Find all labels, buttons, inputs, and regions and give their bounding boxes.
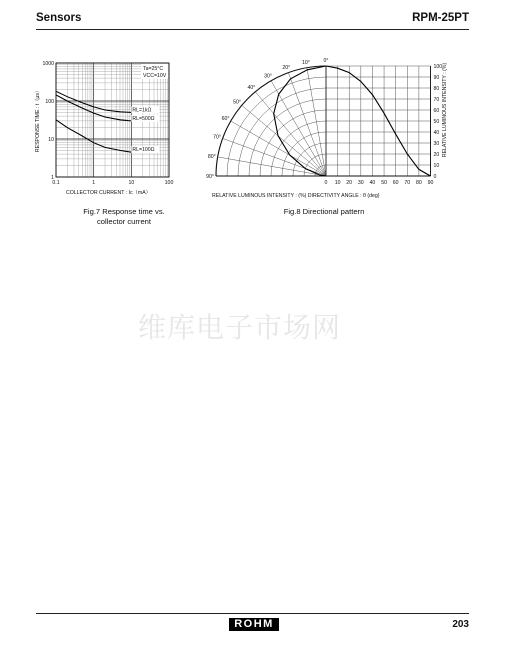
fig7-x-tick-label: 1 — [92, 180, 96, 186]
fig8-angle-tick-label: 90° — [206, 174, 214, 180]
fig7-x-tick-label: 10 — [128, 180, 135, 186]
fig8-angle-tick-label: 20° — [282, 65, 291, 71]
fig8-x-axis-label: RELATIVE LUMINOUS INTENSITY : (%) DIRECTIVITY ANGLE : θ (deg) — [212, 193, 380, 199]
fig8-polar-curve — [274, 66, 326, 176]
fig7-caption — [58, 207, 190, 226]
rohm-logo: ROHM — [229, 618, 279, 631]
fig7-caption-line2: collector current — [96, 216, 152, 226]
fig8-right-tick-label: 80 — [433, 86, 440, 92]
fig8-right-tick-label: 90 — [433, 75, 440, 81]
fig8-angle-tick-label: 60° — [221, 116, 230, 122]
fig7-condition-vcc: VCC=10V — [143, 73, 167, 79]
fig8-right-tick-label: 70 — [433, 97, 440, 103]
fig8-angle-tick-label: 30° — [264, 73, 272, 80]
fig8-bottom-tick-label: 60 — [392, 180, 399, 186]
section-title: Sensors — [36, 12, 82, 24]
fig7-x-tick-label: 100 — [164, 180, 174, 186]
fig8-right-tick-label: 20 — [433, 152, 440, 158]
fig8-bottom-tick-label: 90 — [427, 180, 434, 186]
fig7-y-axis-label: RESPONSE TIME : t（μs） — [35, 87, 41, 153]
fig8-bottom-tick-label: 0 — [324, 180, 328, 186]
fig7-y-tick-label: 1 — [51, 175, 54, 181]
fig8-angle-tick-label: 0° — [323, 58, 329, 64]
fig8-angle-tick-label: 80° — [207, 153, 216, 160]
footer-rule — [36, 613, 469, 614]
fig8-angle-tick-label: 40° — [247, 85, 256, 92]
fig8-bottom-tick-label: 80 — [416, 180, 422, 186]
fig7-condition-ta: Ta=25°C — [143, 66, 164, 72]
fig8-angle-tick-label: 10° — [301, 59, 310, 66]
fig8-bottom-tick-label: 70 — [404, 180, 411, 186]
fig7-x-axis-label: COLLECTOR CURRENT : Ic（mA） — [66, 190, 151, 196]
fig8-right-tick-label: 30 — [433, 141, 440, 147]
fig7-x-tick-label: 0.1 — [52, 180, 60, 186]
fig8-bottom-tick-label: 30 — [357, 180, 364, 186]
fig8-bottom-tick-label: 40 — [369, 180, 376, 186]
fig7-y-tick-label: 10 — [48, 137, 54, 143]
fig8-caption: Fig.8 Directional pattern — [283, 207, 365, 216]
fig7-series-label: RL=1kΩ — [132, 107, 152, 114]
fig8-right-tick-label: 50 — [433, 119, 440, 125]
fig8-right-tick-label: 60 — [433, 108, 440, 114]
fig7-series-label: RL=100Ω — [132, 147, 155, 154]
fig8-bottom-tick-label: 50 — [381, 180, 387, 186]
fig7-series-label: RL=500Ω — [132, 115, 155, 122]
fig8-right-tick-label: 10 — [433, 163, 440, 169]
fig8-bottom-tick-label: 10 — [334, 180, 341, 186]
fig7-y-tick-label: 100 — [45, 99, 54, 105]
fig7-y-tick-label: 1000 — [42, 61, 54, 67]
watermark: 维库电子市场网 — [138, 311, 342, 344]
fig8-right-tick-label: 0 — [433, 174, 437, 180]
fig7-caption-line1: Fig.7 Response time vs. — [83, 207, 165, 216]
fig8-y-axis-label: RELATIVE LUMINOUS INTENSITY : (%) — [442, 62, 448, 158]
fig8-angle-tick-label: 50° — [233, 99, 242, 106]
fig8-bottom-tick-label: 20 — [346, 180, 353, 186]
part-number: RPM-25PT — [412, 12, 469, 24]
page-number: 203 — [452, 619, 469, 630]
fig8-right-tick-label: 40 — [433, 130, 440, 136]
fig8-right-tick-label: 100 — [433, 64, 443, 70]
fig8-grid — [216, 66, 431, 176]
fig8-angle-tick-label: 70° — [213, 134, 221, 141]
